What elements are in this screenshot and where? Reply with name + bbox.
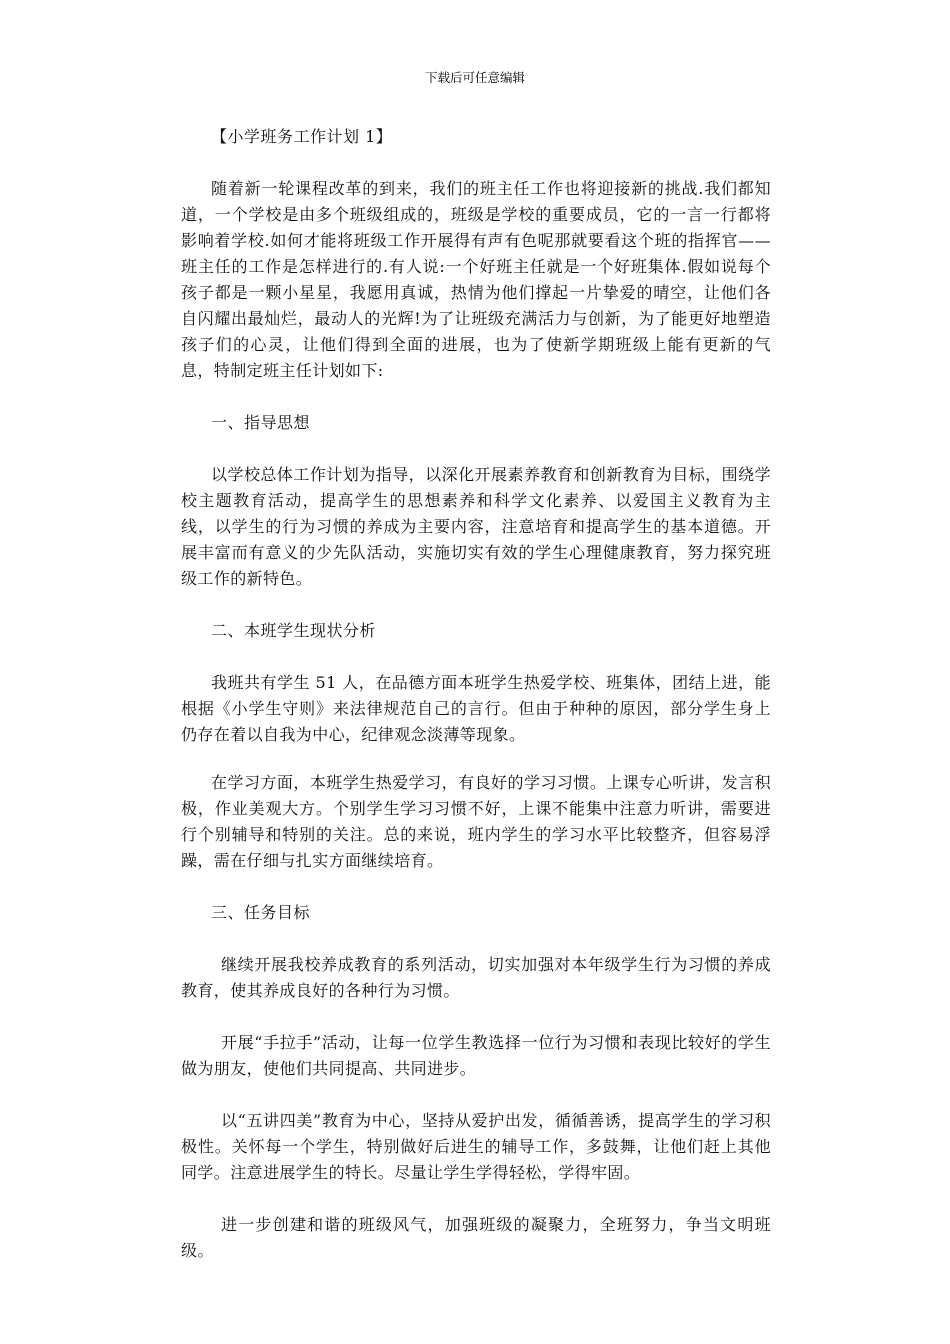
section1-paragraph: 以学校总体工作计划为指导，以深化开展素养教育和创新教育为目标，围绕学校主题教育活动，提高学生的思想素养和科学文化素养、以爱国主义教育为主线，以学生的行为习惯的养成为主要内容，注意培育和提高学生的基本道德。开展丰富而有意义的少先队活动，实施切实有效的学生心理健康教育，努力探究班级工作的新特色。 (181, 465, 771, 588)
document-body (181, 124, 771, 1264)
document-title: 【小学班务工作计划 1】 (211, 127, 393, 146)
section2-paragraph-1: 我班共有学生 51 人，在品德方面本班学生热爱学校、班集体，团结上进，能根据《小学生守则》来法律规范自己的言行。但由于种种的原因，部分学生身上仍存在着以自我为中心，纪律观念淡薄等现象。 (181, 673, 771, 744)
section1-heading: 一、指导思想 (211, 413, 311, 432)
section3-paragraph-2: 开展“手拉手”活动，让每一位学生教选择一位行为习惯和表现比较好的学生做为朋友，使他们共同提高、共同进步。 (181, 1033, 771, 1078)
section3-paragraph-4: 进一步创建和谐的班级风气，加强班级的凝聚力，全班努力，争当文明班级。 (181, 1215, 771, 1260)
section3-heading: 三、任务目标 (211, 903, 311, 922)
section2-heading: 二、本班学生现状分析 (211, 621, 377, 640)
section3-paragraph-3: 以“五讲四美”教育为中心，坚持从爱护出发，循循善诱，提高学生的学习积极性。关怀每一个学生，特别做好后进生的辅导工作，多鼓舞，让他们赶上其他同学。注意进展学生的特长。尽量让学生学得轻松，学得牢固。 (181, 1111, 771, 1182)
section3-paragraph-1: 继续开展我校养成教育的系列活动，切实加强对本年级学生行为习惯的养成教育，使其养成良好的各种行为习惯。 (181, 955, 771, 1000)
page-header: 下载后可任意编辑 (424, 70, 525, 85)
section2-paragraph-2: 在学习方面，本班学生热爱学习，有良好的学习习惯。上课专心听讲，发言积极，作业美观大方。个别学生学习习惯不好，上课不能集中注意力听讲，需要进行个别辅导和特别的关注。总的来说，班内学生的学习水平比较整齐，但容易浮躁，需在仔细与扎实方面继续培育。 (181, 773, 771, 870)
intro-paragraph: 随着新一轮课程改革的到来，我们的班主任工作也将迎接新的挑战.我们都知道，一个学校是由多个班级组成的，班级是学校的重要成员，它的一言一行都将影响着学校.如何才能将班级工作开展得有声有色呢那就要看这个班的指挥官——班主任的工作是怎样进行的.有人说:一个好班主任就是一个好班集体.假如说每个孩子都是一颗小星星，我愿用真诚，热情为他们撑起一片挚爱的晴空，让他们各自闪耀出最灿烂，最动人的光辉!为了让班级充满活力与创新，为了能更好地塑造孩子们的心灵，让他们得到全面的进展，也为了使新学期班级上能有更新的气息，特制定班主任计划如下: (181, 179, 771, 380)
